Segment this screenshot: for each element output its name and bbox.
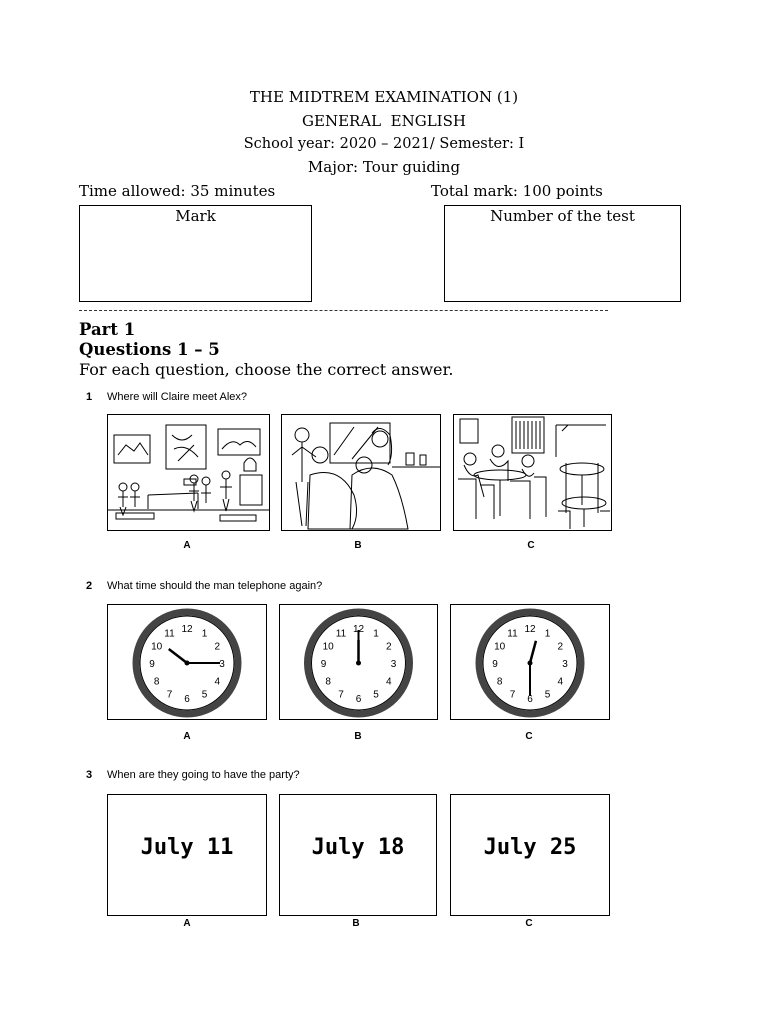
clock-numeral: 5 [544,689,551,701]
clock-numeral: 6 [184,694,190,705]
clock-numeral: 9 [320,659,327,670]
clock-numeral: 4 [214,676,221,688]
clock-numeral: 10 [322,641,334,653]
clock-numeral: 4 [386,676,392,688]
date-label: July 18 [311,835,405,860]
option-c-label: C [525,731,533,742]
option-a-art-gallery-picture[interactable] [107,414,270,531]
art-gallery-illustration [108,415,269,530]
time-allowed: Time allowed: 35 minutes [79,182,276,200]
test-number-label: Number of the test [490,207,635,225]
question-number: 3 [86,769,93,781]
question-text: Where will Claire meet Alex? [107,391,247,403]
date-label: July 25 [483,835,577,860]
question-range: Questions 1 – 5 [79,340,220,359]
clock-numeral: 9 [492,659,498,670]
option-b-label: B [354,540,362,551]
clock-numeral: 10 [494,641,506,653]
exam-subject: GENERAL ENGLISH [302,112,466,130]
clock-numeral: 9 [149,659,155,670]
option-a-label: A [183,731,191,742]
question-text: What time should the man telephone again? [107,580,323,592]
clock-numeral: 3 [562,659,568,670]
clock-center [185,661,190,666]
clock-numeral: 8 [325,676,331,688]
clock-numeral: 7 [338,689,344,701]
clock-numeral: 2 [386,641,392,653]
question-text: When are they going to have the party? [107,769,300,781]
clock-numeral: 1 [201,628,208,640]
option-c-label: C [527,540,535,551]
clock-center [528,661,533,666]
question-number: 2 [86,580,93,592]
option-a-label: A [183,918,191,929]
part-title: Part 1 [79,320,136,339]
clock-numeral: 4 [557,676,564,688]
clock-numeral: 7 [166,689,173,701]
clock-numeral: 2 [214,641,221,653]
option-b-clock-picture[interactable] [279,604,438,720]
total-mark: Total mark: 100 points [431,182,603,200]
clock-numeral: 11 [507,628,518,640]
clock-numeral: 12 [352,624,365,635]
clock-numeral: 8 [153,676,160,688]
clock-center [356,661,361,666]
clock-numeral: 5 [201,689,208,701]
exam-title: THE MIDTREM EXAMINATION (1) [249,88,519,106]
option-a-clock-picture[interactable] [107,604,267,720]
clock-numeral: 3 [390,659,397,670]
clock-numeral: 8 [496,676,503,688]
question-number: 1 [86,391,93,403]
date-label: July 11 [140,835,234,860]
clock-numeral: 2 [557,641,564,653]
option-c-cafe-picture[interactable] [453,414,612,531]
test-number-box[interactable] [444,205,681,302]
option-c-clock-picture[interactable] [450,604,610,720]
clock-icon [280,605,437,719]
clock-numeral: 6 [355,694,362,705]
option-a-date-card[interactable] [107,794,267,916]
option-c-label: C [525,918,533,929]
divider-line [79,310,608,311]
clock-numeral: 12 [181,624,193,635]
clock-numeral: 12 [524,624,536,635]
clock-icon [451,605,609,719]
clock-numeral: 1 [544,628,551,640]
clock-numeral: 11 [164,628,175,640]
cafe-illustration [454,415,611,530]
clock-numeral: 3 [219,659,225,670]
clock-numeral: 1 [373,628,379,640]
clock-icon [108,605,266,719]
mark-box[interactable] [79,205,312,302]
option-b-label: B [352,918,360,929]
clock-numeral: 5 [373,689,379,701]
major: Major: Tour guiding [307,158,461,176]
option-b-date-card[interactable] [279,794,437,916]
clock-numeral: 6 [527,694,533,705]
clock-numeral: 7 [509,689,516,701]
option-b-hair-salon-picture[interactable] [281,414,441,531]
instruction: For each question, choose the correct answer. [79,360,454,379]
clock-numeral: 11 [335,628,347,640]
hair-salon-illustration [282,415,440,530]
school-year: School year: 2020 – 2021/ Semester: I [243,136,525,152]
option-a-label: A [183,540,191,551]
clock-numeral: 10 [151,641,163,653]
option-b-label: B [354,731,362,742]
option-c-date-card[interactable] [450,794,610,916]
mark-label: Mark [175,207,216,225]
